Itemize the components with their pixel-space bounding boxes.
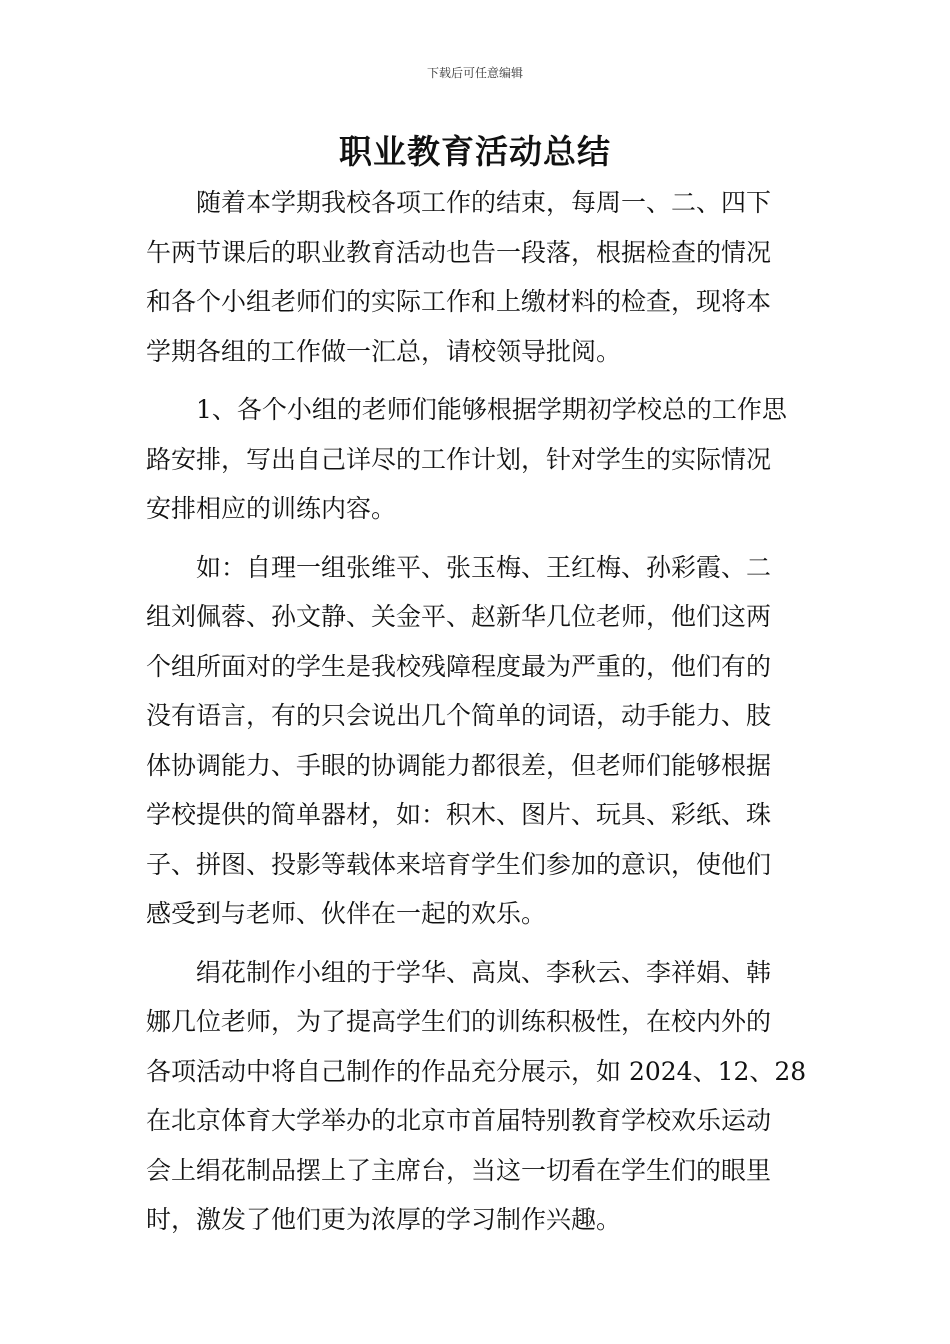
paragraph-line: 绢花制作小组的于学华、高岚、李秋云、李祥娟、韩 (196, 957, 772, 987)
paragraph-line: 午两节课后的职业教育活动也告一段落，根据检查的情况 (146, 237, 772, 267)
paragraph-line: 安排相应的训练内容。 (146, 494, 397, 523)
paragraph-flower-group (146, 948, 806, 1245)
paragraph-line: 路安排，写出自己详尽的工作计划，针对学生的实际情况 (146, 444, 772, 474)
paragraph-line: 体协调能力、手眼的协调能力都很差，但老师们能够根据 (146, 750, 772, 780)
paragraph-line: 学校提供的简单器材，如：积木、图片、玩具、彩纸、珠 (146, 800, 772, 829)
document-title: 职业教育活动总结 (339, 132, 611, 171)
paragraph-line: 会上绢花制品摆上了主席台，当这一切看在学生们的眼里 (146, 1155, 772, 1185)
paragraph-line: 娜几位老师，为了提高学生们的训练积极性，在校内外的 (146, 1007, 772, 1036)
paragraph-item-1 (146, 385, 806, 534)
paragraph-intro (146, 178, 806, 376)
paragraph-line: 随着本学期我校各项工作的结束，每周一、二、四下 (196, 188, 772, 217)
paragraph-line: 在北京体育大学举办的北京市首届特别教育学校欢乐运动 (146, 1106, 772, 1135)
paragraph-line: 如：自理一组张维平、张玉梅、王红梅、孙彩霞、二 (196, 552, 772, 582)
paragraph-line: 感受到与老师、伙伴在一起的欢乐。 (146, 899, 547, 928)
paragraph-line: 组刘佩蓉、孙文静、关金平、赵新华几位老师，他们这两 (146, 602, 772, 631)
header-note: 下载后可任意编辑 (426, 66, 523, 80)
paragraph-line: 和各个小组老师们的实际工作和上缴材料的检查，现将本 (146, 287, 772, 316)
document-body (146, 178, 806, 1254)
paragraph-line: 1、各个小组的老师们能够根据学期初学校总的工作思 (196, 395, 787, 424)
paragraph-line: 子、拼图、投影等载体来培育学生们参加的意识，使他们 (146, 849, 772, 879)
paragraph-line: 各项活动中将自己制作的作品充分展示，如 2024、12、28 (146, 1056, 807, 1086)
paragraph-line: 没有语言，有的只会说出几个简单的词语，动手能力、肢 (146, 701, 772, 730)
paragraph-line: 学期各组的工作做一汇总，请校领导批阅。 (146, 336, 622, 366)
paragraph-line: 时，激发了他们更为浓厚的学习制作兴趣。 (146, 1205, 622, 1234)
paragraph-example (146, 543, 806, 939)
paragraph-line: 个组所面对的学生是我校残障程度最为严重的，他们有的 (146, 651, 772, 681)
